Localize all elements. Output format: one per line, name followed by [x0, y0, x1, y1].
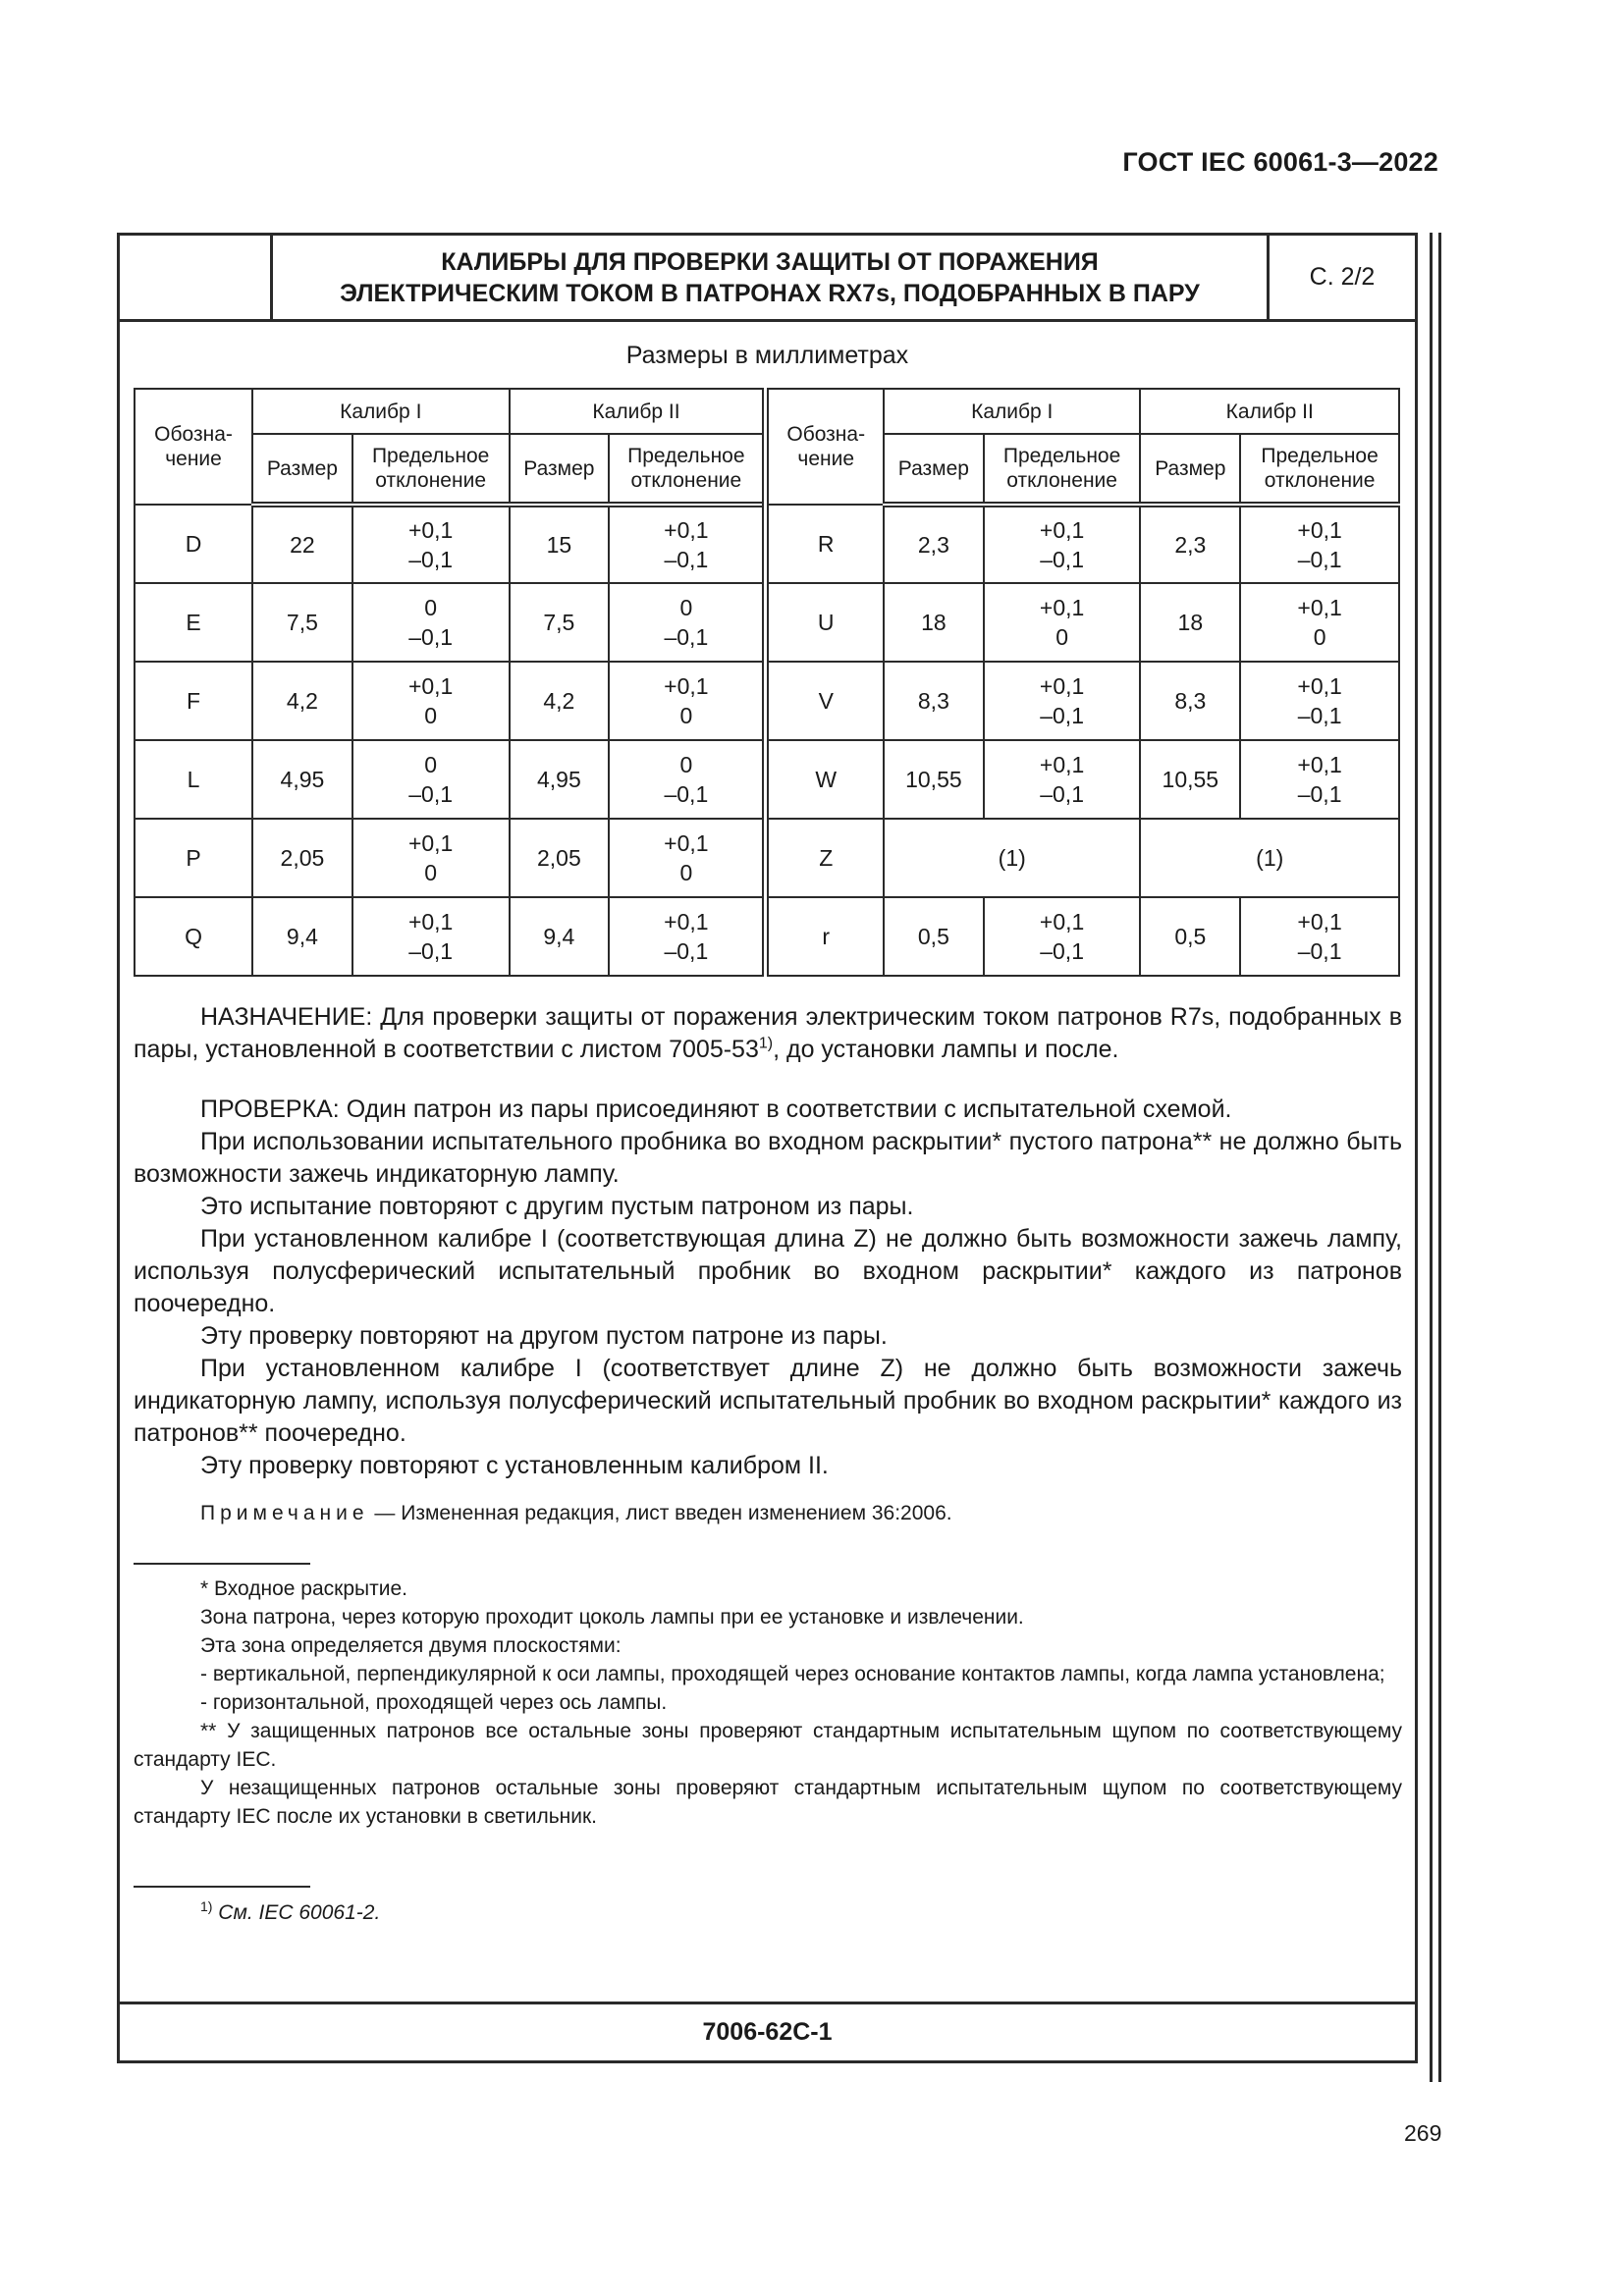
- tolerance-cell: [352, 819, 510, 897]
- tolerance-upper: +0,1: [407, 673, 454, 699]
- designation-header-line: чение: [165, 448, 222, 470]
- tolerance-lower: –0,1: [408, 547, 454, 572]
- designation-cell: Z: [766, 819, 884, 897]
- size-cell: 10,55: [1140, 740, 1240, 819]
- reference-footnote: [134, 1899, 1402, 1927]
- tolerance-lower: –0,1: [1297, 781, 1342, 807]
- tolerance-upper: +0,1: [407, 517, 454, 543]
- note-text: — Измененная редакция, лист введен изменением 36:2006.: [368, 1502, 952, 1524]
- designation-header: [766, 389, 884, 505]
- merged-value-cell: (1): [884, 819, 1140, 897]
- check-paragraph: При использовании испытательного пробника во входном раскрытии* пустого патрона** не должно быть возможности зажечь индикаторную лампу.: [134, 1128, 1402, 1188]
- table-row: [135, 583, 1399, 662]
- tolerance-upper: +0,1: [1039, 673, 1085, 699]
- tolerance-upper: +0,1: [664, 673, 709, 699]
- footnote: - горизонтальной, проходящей через ось лампы.: [200, 1691, 668, 1714]
- size-cell: 4,95: [252, 740, 352, 819]
- size-cell: 22: [252, 505, 352, 583]
- tolerance-cell: [352, 662, 510, 740]
- purpose-paragraph: [134, 1001, 1402, 1066]
- tolerance-lower: –0,1: [1297, 703, 1342, 728]
- tolerance-lower: 0: [679, 703, 693, 728]
- designation-header-line: чение: [797, 448, 855, 470]
- tolerance-lower: –0,1: [1040, 938, 1084, 964]
- note: [134, 1500, 1402, 1527]
- tolerance-upper: +0,1: [664, 830, 709, 856]
- tolerance-upper: +0,1: [1039, 517, 1085, 543]
- designation-cell: V: [766, 662, 884, 740]
- tolerance-header: [984, 434, 1141, 505]
- size-cell: 8,3: [1140, 662, 1240, 740]
- size-header: Размер: [1140, 434, 1240, 505]
- purpose-text-end: , до установки лампы и после.: [773, 1036, 1119, 1063]
- tolerance-cell: [984, 740, 1141, 819]
- tolerance-upper: 0: [679, 595, 693, 620]
- size-cell: 4,2: [252, 662, 352, 740]
- title-row: [120, 236, 1415, 322]
- gauge-1-header: Калибр I: [252, 389, 509, 434]
- tolerance-lower: –0,1: [408, 624, 454, 650]
- tolerance-cell: [1240, 505, 1399, 583]
- tolerance-cell: [352, 740, 510, 819]
- check-paragraph: При установленном калибре I (соответствует длине Z) не должно быть возможности зажечь индикаторную лампу, используя полусферический испытательный пробник во входном раскрытии* каждого из патронов** поочередно.: [134, 1355, 1402, 1447]
- sheet-title: [273, 236, 1267, 319]
- designation-cell: r: [766, 897, 884, 976]
- tolerance-upper: 0: [424, 595, 438, 620]
- designation-cell: F: [135, 662, 252, 740]
- tolerance-header-line: Предельное: [371, 445, 490, 467]
- gauge-2-header: Калибр II: [1140, 389, 1399, 434]
- title-empty-cell: [120, 236, 273, 319]
- note-label: Примечание: [200, 1502, 369, 1524]
- tolerance-upper: 0: [679, 752, 693, 777]
- size-cell: 0,5: [884, 897, 984, 976]
- sheet-title-line: КАЛИБРЫ ДЛЯ ПРОВЕРКИ ЗАЩИТЫ ОТ ПОРАЖЕНИЯ: [441, 247, 1099, 276]
- designation-cell: W: [766, 740, 884, 819]
- tolerance-cell: [609, 740, 766, 819]
- size-header: Размер: [884, 434, 984, 505]
- tolerance-header-line: Предельное: [1261, 445, 1379, 467]
- tolerance-cell: [609, 583, 766, 662]
- size-cell: 15: [510, 505, 610, 583]
- tolerance-header-line: Предельное: [1002, 445, 1121, 467]
- binding-line: [1438, 233, 1441, 2082]
- footnote: - вертикальной, перпендикулярной к оси лампы, проходящей через основание контактов лампы, когда лампа установлена;: [200, 1663, 1385, 1685]
- tolerance-cell: [609, 897, 766, 976]
- tolerance-header-line: отклонение: [630, 469, 742, 492]
- sheet-code: 7006-62C-1: [120, 2002, 1415, 2060]
- size-cell: 18: [884, 583, 984, 662]
- check-paragraph: Это испытание повторяют с другим пустым патроном из пары.: [200, 1193, 914, 1220]
- tolerance-upper: +0,1: [1039, 909, 1085, 934]
- tolerance-lower: –0,1: [664, 624, 709, 650]
- tolerance-upper: +0,1: [1039, 752, 1085, 777]
- tolerance-cell: [1240, 740, 1399, 819]
- tolerance-cell: [609, 662, 766, 740]
- tolerance-lower: –0,1: [408, 938, 454, 964]
- tolerance-upper: +0,1: [664, 909, 709, 934]
- check-paragraph: При установленном калибре I (соответствующая длина Z) не должно быть возможности зажечь лампу, используя полусферический испытательный пробник во входном раскрытии* каждого из патронов поочередно.: [134, 1225, 1402, 1317]
- tolerance-header-line: отклонение: [375, 469, 486, 492]
- designation-cell: D: [135, 505, 252, 583]
- size-cell: 0,5: [1140, 897, 1240, 976]
- designation-cell: Q: [135, 897, 252, 976]
- footnote-divider: [134, 1563, 310, 1565]
- sheet-frame: [117, 233, 1418, 2063]
- tolerance-cell: [1240, 662, 1399, 740]
- tolerance-cell: [352, 897, 510, 976]
- tolerance-lower: –0,1: [1297, 938, 1342, 964]
- tolerance-upper: +0,1: [1297, 909, 1342, 934]
- tolerance-cell: [352, 505, 510, 583]
- purpose-text: НАЗНАЧЕНИЕ: Для проверки защиты от поражения электрическим током патронов R7s, подобранных в пары, установленной в соответствии с листом 7005-53: [134, 1003, 1402, 1063]
- tolerance-lower: 0: [679, 860, 693, 885]
- designation-cell: P: [135, 819, 252, 897]
- gauge-2-header: Калибр II: [510, 389, 766, 434]
- footnote-divider: [134, 1886, 310, 1888]
- tolerance-lower: –0,1: [408, 781, 454, 807]
- size-header: Размер: [510, 434, 610, 505]
- size-cell: 7,5: [510, 583, 610, 662]
- size-cell: 2,05: [510, 819, 610, 897]
- tolerance-cell: [984, 583, 1141, 662]
- tolerance-upper: +0,1: [407, 830, 454, 856]
- tolerance-lower: 0: [1055, 624, 1068, 650]
- tolerance-cell: [984, 897, 1141, 976]
- tolerance-lower: 0: [424, 860, 438, 885]
- binding-line: [1430, 233, 1433, 2082]
- table-row: [135, 740, 1399, 819]
- check-paragraph: Эту проверку повторяют на другом пустом патроне из пары.: [200, 1322, 888, 1350]
- table-row: [135, 897, 1399, 976]
- designation-header-line: Обозна-: [786, 423, 866, 446]
- size-header: Размер: [252, 434, 352, 505]
- designation-header-line: Обозна-: [154, 423, 233, 446]
- footnote: Зона патрона, через которую проходит цоколь лампы при ее установке и извлечении.: [200, 1606, 1024, 1629]
- size-cell: 2,3: [884, 505, 984, 583]
- tolerance-upper: +0,1: [1297, 517, 1342, 543]
- tolerance-header: [609, 434, 766, 505]
- tolerance-cell: [352, 583, 510, 662]
- page-number: 269: [1404, 2120, 1442, 2146]
- size-cell: 9,4: [252, 897, 352, 976]
- tolerance-header-line: отклонение: [1006, 469, 1117, 492]
- footnote: * Входное раскрытие.: [200, 1577, 407, 1600]
- table-row: [135, 662, 1399, 740]
- dimensions-table: [134, 388, 1400, 977]
- tolerance-lower: –0,1: [664, 547, 709, 572]
- size-cell: 4,95: [510, 740, 610, 819]
- designation-cell: U: [766, 583, 884, 662]
- gauge-1-header: Калибр I: [884, 389, 1140, 434]
- tolerance-cell: [609, 505, 766, 583]
- size-cell: 4,2: [510, 662, 610, 740]
- tolerance-header-line: отклонение: [1264, 469, 1376, 492]
- merged-value-cell: (1): [1140, 819, 1399, 897]
- footnote: У незащищенных патронов остальные зоны проверяют стандартным испытательным щупом по соответствующему стандарту IEC после их установки в светильник.: [134, 1777, 1402, 1828]
- tolerance-upper: +0,1: [1297, 752, 1342, 777]
- size-cell: 2,05: [252, 819, 352, 897]
- tolerance-upper: +0,1: [1297, 595, 1342, 620]
- table-row: [135, 819, 1399, 897]
- tolerance-lower: –0,1: [1040, 703, 1084, 728]
- designation-cell: L: [135, 740, 252, 819]
- tolerance-cell: [1240, 897, 1399, 976]
- units-caption: Размеры в миллиметрах: [625, 342, 909, 369]
- tolerance-cell: [1240, 583, 1399, 662]
- sheet-page-ref: С. 2/2: [1267, 236, 1415, 319]
- tolerance-upper: +0,1: [664, 517, 709, 543]
- tolerance-lower: –0,1: [1297, 547, 1342, 572]
- designation-header: [135, 389, 252, 505]
- size-cell: 7,5: [252, 583, 352, 662]
- tolerance-header: [352, 434, 510, 505]
- check-paragraph: Эту проверку повторяют с установленным калибром II.: [200, 1452, 829, 1479]
- standard-header: ГОСТ IEC 60061-3—2022: [1122, 147, 1438, 177]
- size-cell: 10,55: [884, 740, 984, 819]
- footnote-ref: 1): [758, 1035, 774, 1052]
- tolerance-lower: 0: [1313, 624, 1326, 650]
- table-row: [135, 505, 1399, 583]
- sheet-title-line: ЭЛЕКТРИЧЕСКИМ ТОКОМ В ПАТРОНАХ RX7s, ПОДОБРАННЫХ В ПАРУ: [340, 279, 1200, 307]
- reference-text: См. IEC 60061-2.: [218, 1901, 381, 1924]
- footnotes: [134, 1575, 1402, 1831]
- tolerance-header: [1240, 434, 1399, 505]
- size-cell: 9,4: [510, 897, 610, 976]
- designation-cell: R: [766, 505, 884, 583]
- tolerance-cell: [984, 662, 1141, 740]
- size-cell: 8,3: [884, 662, 984, 740]
- tolerance-cell: [984, 505, 1141, 583]
- tolerance-upper: +0,1: [1297, 673, 1342, 699]
- tolerance-lower: –0,1: [664, 938, 709, 964]
- tolerance-upper: 0: [424, 752, 438, 777]
- footnote: Эта зона определяется двумя плоскостями:: [200, 1634, 622, 1657]
- designation-cell: E: [135, 583, 252, 662]
- tolerance-cell: [609, 819, 766, 897]
- tolerance-lower: –0,1: [1040, 547, 1084, 572]
- size-cell: 2,3: [1140, 505, 1240, 583]
- size-cell: 18: [1140, 583, 1240, 662]
- body-text: [134, 1001, 1402, 1927]
- tolerance-upper: +0,1: [407, 909, 454, 934]
- tolerance-lower: –0,1: [1040, 781, 1084, 807]
- tolerance-header-line: Предельное: [627, 445, 745, 467]
- tolerance-lower: 0: [424, 703, 438, 728]
- tolerance-upper: +0,1: [1039, 595, 1085, 620]
- tolerance-lower: –0,1: [664, 781, 709, 807]
- footnote: ** У защищенных патронов все остальные зоны проверяют стандартным испытательным щупом по соответствующему стандарту IEC.: [134, 1720, 1402, 1771]
- check-paragraph: ПРОВЕРКА: Один патрон из пары присоединяют в соответствии с испытательной схемой.: [200, 1095, 1232, 1123]
- footnote-marker: 1): [200, 1898, 213, 1914]
